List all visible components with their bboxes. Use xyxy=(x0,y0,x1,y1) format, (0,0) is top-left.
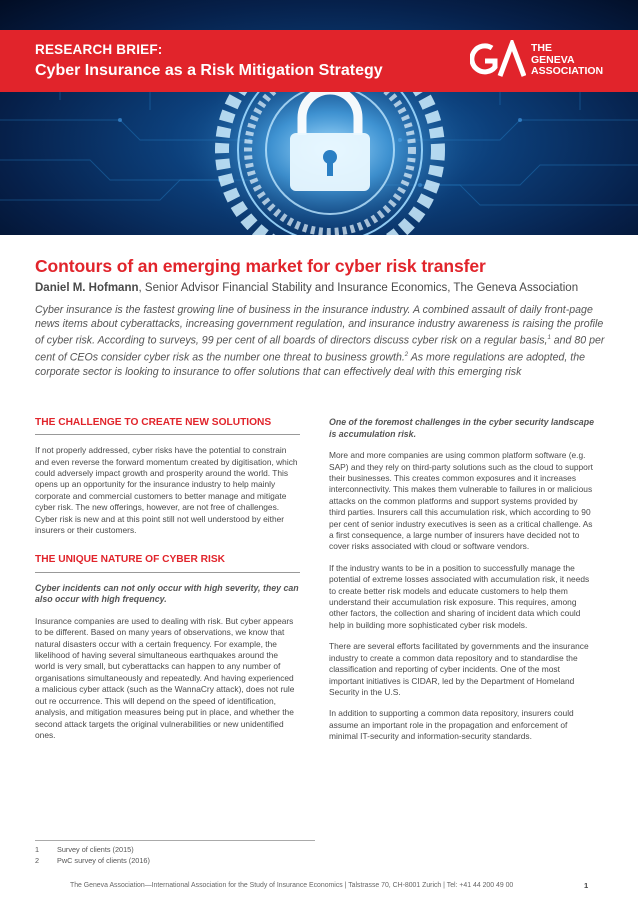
footnote: 1 Survey of clients (2015) xyxy=(35,845,134,854)
lead-paragraph: One of the foremost challenges in the cyber security landscape is accumulation risk. xyxy=(329,417,594,439)
author-name: Daniel M. Hofmann xyxy=(35,282,139,294)
section-divider xyxy=(35,572,300,573)
right-column xyxy=(329,417,594,753)
geneva-association-logo xyxy=(470,38,610,84)
article-title: Contours of an emerging market for cyber risk transfer xyxy=(35,256,486,276)
banner-subject: Cyber Insurance as a Risk Mitigation Strategy xyxy=(35,62,383,79)
body-paragraph: If not properly addressed, cyber risks have the potential to constrain and even reverse the forward momentum created by digitisation, which could adversely impact growth and prosperity around the world. This opens up an opportunity for the insurance industry to help mainly corporate and commercial customers to better manage and mitigate cyber risk. The new offerings, however, are not free of challenges. Cyber risk is new and at this point still not well understood by either insurers or their customers. xyxy=(35,445,298,536)
author-line xyxy=(35,282,578,294)
footnotes xyxy=(35,840,315,866)
page-footer: The Geneva Association—International Association for the Study of Insurance Economics | Talstrasse 70, CH-8001 Zurich | Tel: +41 44 200 49 00 xyxy=(70,882,514,889)
page-number: 1 xyxy=(584,881,589,890)
body-paragraph: If the industry wants to be in a position to successfully manage the potential of extreme losses associated with accumulation risk, it needs to create better risk models and educate customers to help them understand their accumulation risk exposure. This requires, among other factors, the collection and sharing of incident data which could help in building more sophisticated cyber risk models. xyxy=(329,562,590,630)
body-paragraph: In addition to supporting a common data repository, insurers could assume an important role in the propagation and enforcement of minimal IT-security and information-security standards. xyxy=(329,708,574,742)
ga-logo-icon xyxy=(470,40,526,80)
footnote-ref-1: 1 xyxy=(547,335,551,342)
lead-paragraph: Cyber incidents can not only occur with high severity, they can also occur with high frequency. xyxy=(35,582,299,605)
body-paragraph: There are several efforts facilitated by governments and the insurance industry to create a common data repository and to standardise the classification and reporting of cyber incidents. One of the most important initiatives is CIDAR, led by the Department of Homeland Security in the U.S. xyxy=(329,641,589,697)
body-paragraph: Insurance companies are used to dealing with risk. But cyber appears to be different. Based on many years of observations, we know that natural disasters occur with a certain frequency. For example, the likelihood of having several simultaneous earthquakes around the world is very small, but cyberattacks can happen to any number of organisations simultaneously and repeatedly. And having experienced a malicious cyber attack (such as the WannaCry attack), does not rule out re occurrence. This will depend on the speed of identification, analysis, and mitigation measures being put in place, and whether the second attack targets the original vulnerabilities or new unidentified ones. xyxy=(35,615,295,740)
section-heading-challenge: THE CHALLENGE TO CREATE NEW SOLUTIONS xyxy=(35,417,272,428)
section-heading-unique-nature: THE UNIQUE NATURE OF CYBER RISK xyxy=(35,554,225,566)
logo-wordmark: THE GENEVA ASSOCIATION xyxy=(531,42,604,77)
footnote-ref-2: 2 xyxy=(404,352,409,359)
body-paragraph: More and more companies are using common platform software (e.g. SAP) and they rely on third-party solutions such as the cloud to support their businesses. This creates common exposures and it increases interconnectivity. This makes them vulnerable to failures in or malicious attacks on the common platforms and support systems provided by third parties. Insurers call this accumulation risk, which according to 90 per cent of senior industry executives is seen as a critical challenge. As a first consequence, a large number of insurers have decided not to cover risks associated with cloud or software vendors. xyxy=(329,450,593,552)
left-column xyxy=(35,417,300,751)
abstract: Cyber insurance is the fastest growing line of business in the insurance industry. A combined assault of daily front-page news items about cyberattacks, increasing government regulation, and insurance industry awareness is raising the profile of cyber risk. According to surveys, 99 per cent of all boards of directors discuss cyber risk on a regular basis,$^1$ and 80 per cent of CEOs consider cyber risk as the number one threat to business growth.$^2$ As more regulations are adopted, the corporate sector is looking to insurance to offer solutions that can effectively deal with this emerging risk xyxy=(35,304,605,378)
footnote: 2 PwC survey of clients (2016) xyxy=(35,855,150,865)
section-divider xyxy=(35,434,300,435)
author-role: , Senior Advisor Financial Stability and Insurance Economics, The Geneva Association xyxy=(138,282,579,294)
banner-kicker: RESEARCH BRIEF: xyxy=(35,42,163,57)
